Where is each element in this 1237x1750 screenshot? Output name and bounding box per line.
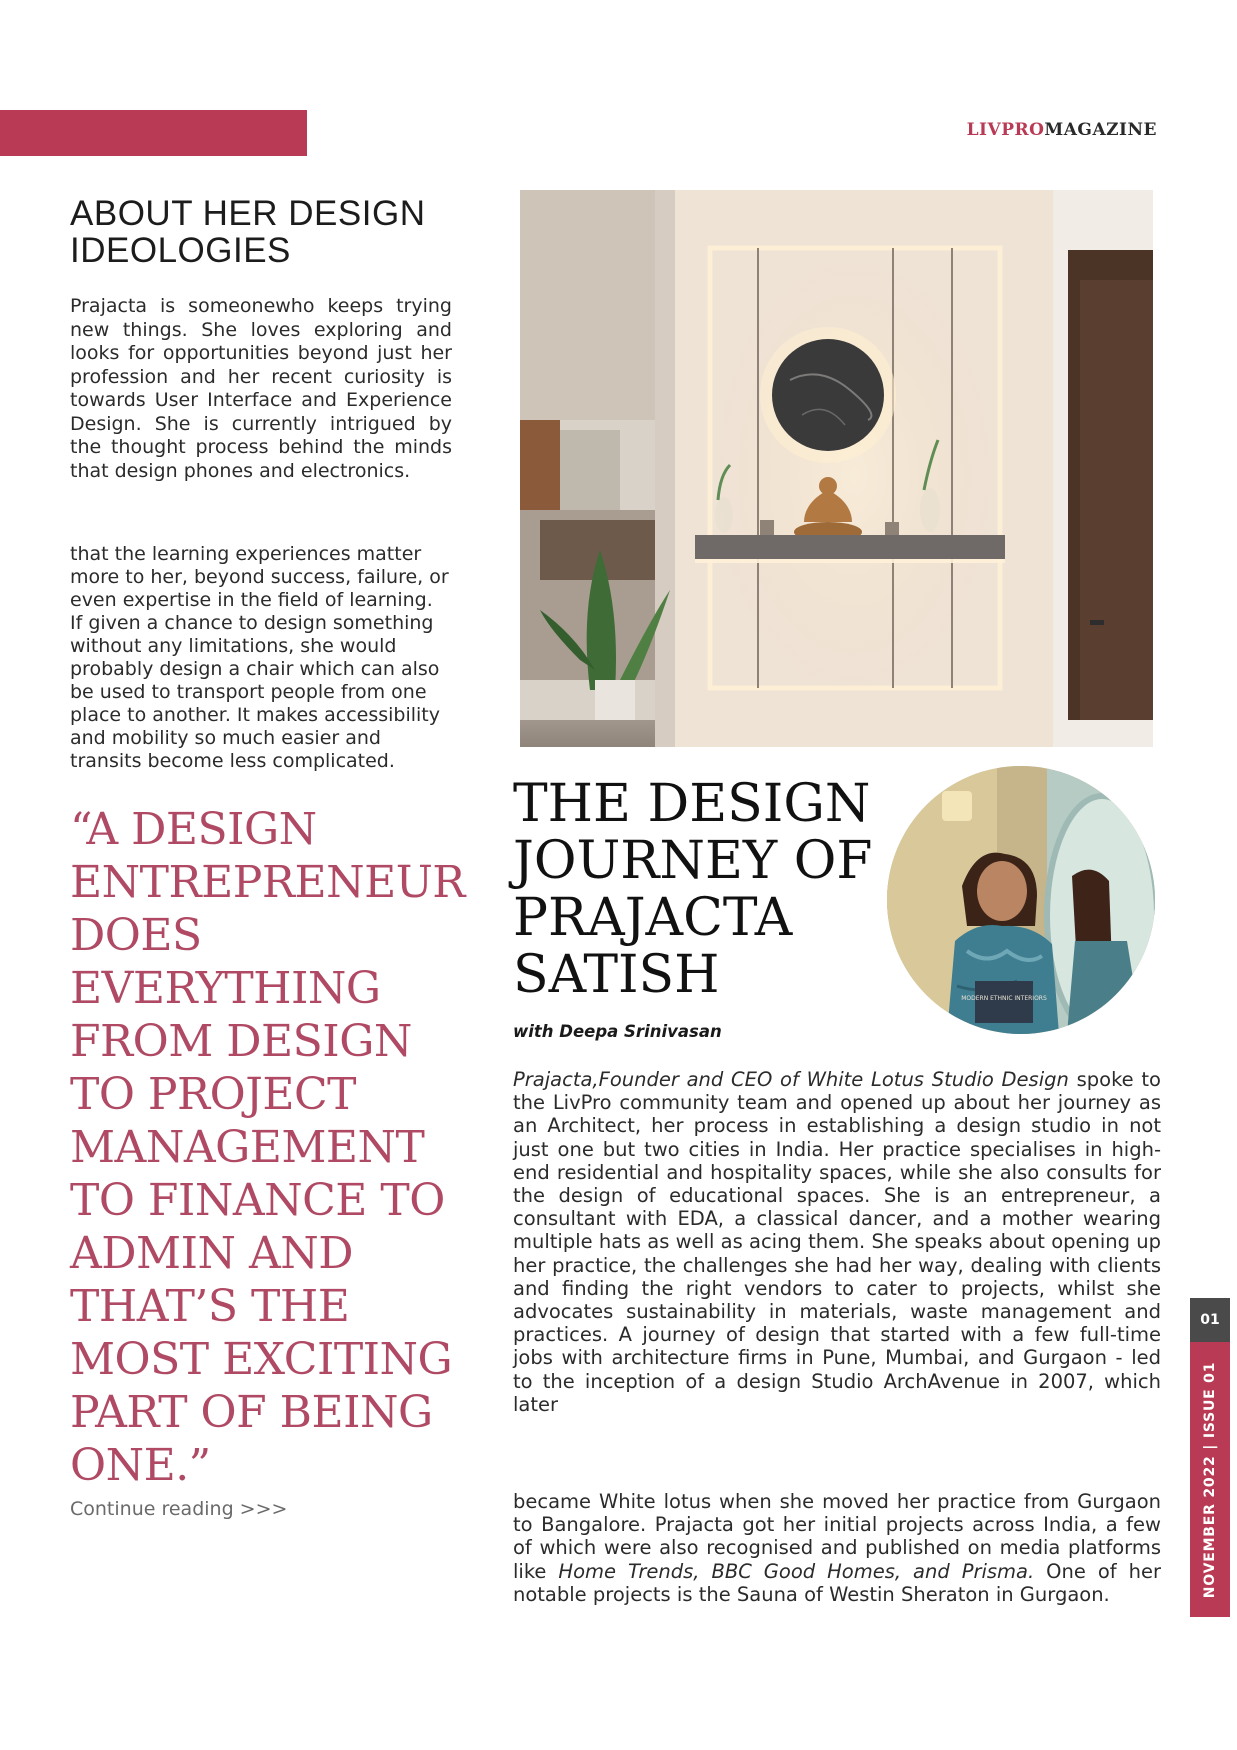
issue-label: NOVEMBER 2022 | ISSUE 01 xyxy=(1202,1361,1218,1598)
left-body xyxy=(70,543,455,773)
pull-quote: “A DESIGN ENTREPRENEUR DOES EVERYTHING FROM DESIGN TO PROJECT MANAGEMENT TO FINANCE TO ADMIN AND THAT’S THE MOST EXCITING PART OF BEING ONE.” xyxy=(70,804,465,1491)
article-body-1 xyxy=(513,1068,1161,1416)
masthead xyxy=(967,120,1157,140)
issue-strip xyxy=(1190,1342,1230,1617)
book-cover-title: MODERN ETHNIC INTERIORS xyxy=(961,995,1047,1002)
portrait-photo xyxy=(887,766,1155,1034)
intro-paragraph: Prajacta is someonewho keeps trying new things. She loves exploring and looks for opportunities beyond just her profession and her recent curiosity is towards User Interface and Experience Design. She is currently intrigued by the thought process behind the minds that design phones and electronics. xyxy=(70,295,452,482)
article-body-2-text-a: became White lotus when she moved her practice from Gurgaon to Bangalore. Prajacta got her initial projects across India, a few of which were also recognised and published on media platforms like xyxy=(513,1490,1161,1583)
article-body-1-text: spoke to the LivPro community team and opened up about her journey as an Architect, her process in establishing a design studio in not just one but two cities in India. Her practice specialises in high- end residential and hospitality spaces, while she also consults for the design of educational spaces. She is an entrepreneur, a consultant with EDA, a classical dancer, and a mother wearing multiple hats as well as acing them. She speaks about opening up her practice, the challenges she had her way, dealing with clients and finding the right vendors to cater to projects, whilst she advocates sustainability in materials, waste management and practices. A journey of design that started with a few full-time jobs with architecture firms in Pune, Mumbai, and Gurgaon - led to the inception of a design Studio ArchAvenue in 2007, which later xyxy=(513,1068,1161,1416)
article-title: THE DESIGN JOURNEY OF PRAJACTA SATISH xyxy=(513,774,873,1005)
left-body-paragraph-2: If given a chance to design something without any limitations, she would probably design a chair which can also be used to transport people from one place to another. It makes accessibility and mobility so much easier and transits become less complicated. xyxy=(70,612,440,772)
interior-photo xyxy=(520,190,1153,747)
accent-bar xyxy=(0,110,307,156)
continue-reading-link[interactable]: Continue reading >>> xyxy=(70,1498,288,1520)
interior-illustration xyxy=(520,190,1153,747)
article-body-2 xyxy=(513,1490,1161,1606)
byline: with Deepa Srinivasan xyxy=(513,1022,722,1041)
portrait-illustration xyxy=(887,766,1155,1034)
masthead-magazine: MAGAZINE xyxy=(1044,120,1157,140)
masthead-brand: LIVPRO xyxy=(966,120,1045,140)
article-lead: Prajacta,Founder and CEO of White Lotus Studio Design xyxy=(513,1068,1069,1091)
page-number-badge: 01 xyxy=(1190,1298,1230,1342)
left-body-paragraph-1: that the learning experiences matter more to her, beyond success, failure, or even expertise in the field of learning. xyxy=(70,543,449,611)
section-title: ABOUT HER DESIGN IDEOLOGIES xyxy=(70,194,426,270)
article-body-2-media: Home Trends, BBC Good Homes, and Prisma. xyxy=(558,1559,1035,1583)
article-body-2-text-b: One of her notable projects is the Sauna of Westin Sheraton in Gurgaon. xyxy=(513,1559,1161,1606)
